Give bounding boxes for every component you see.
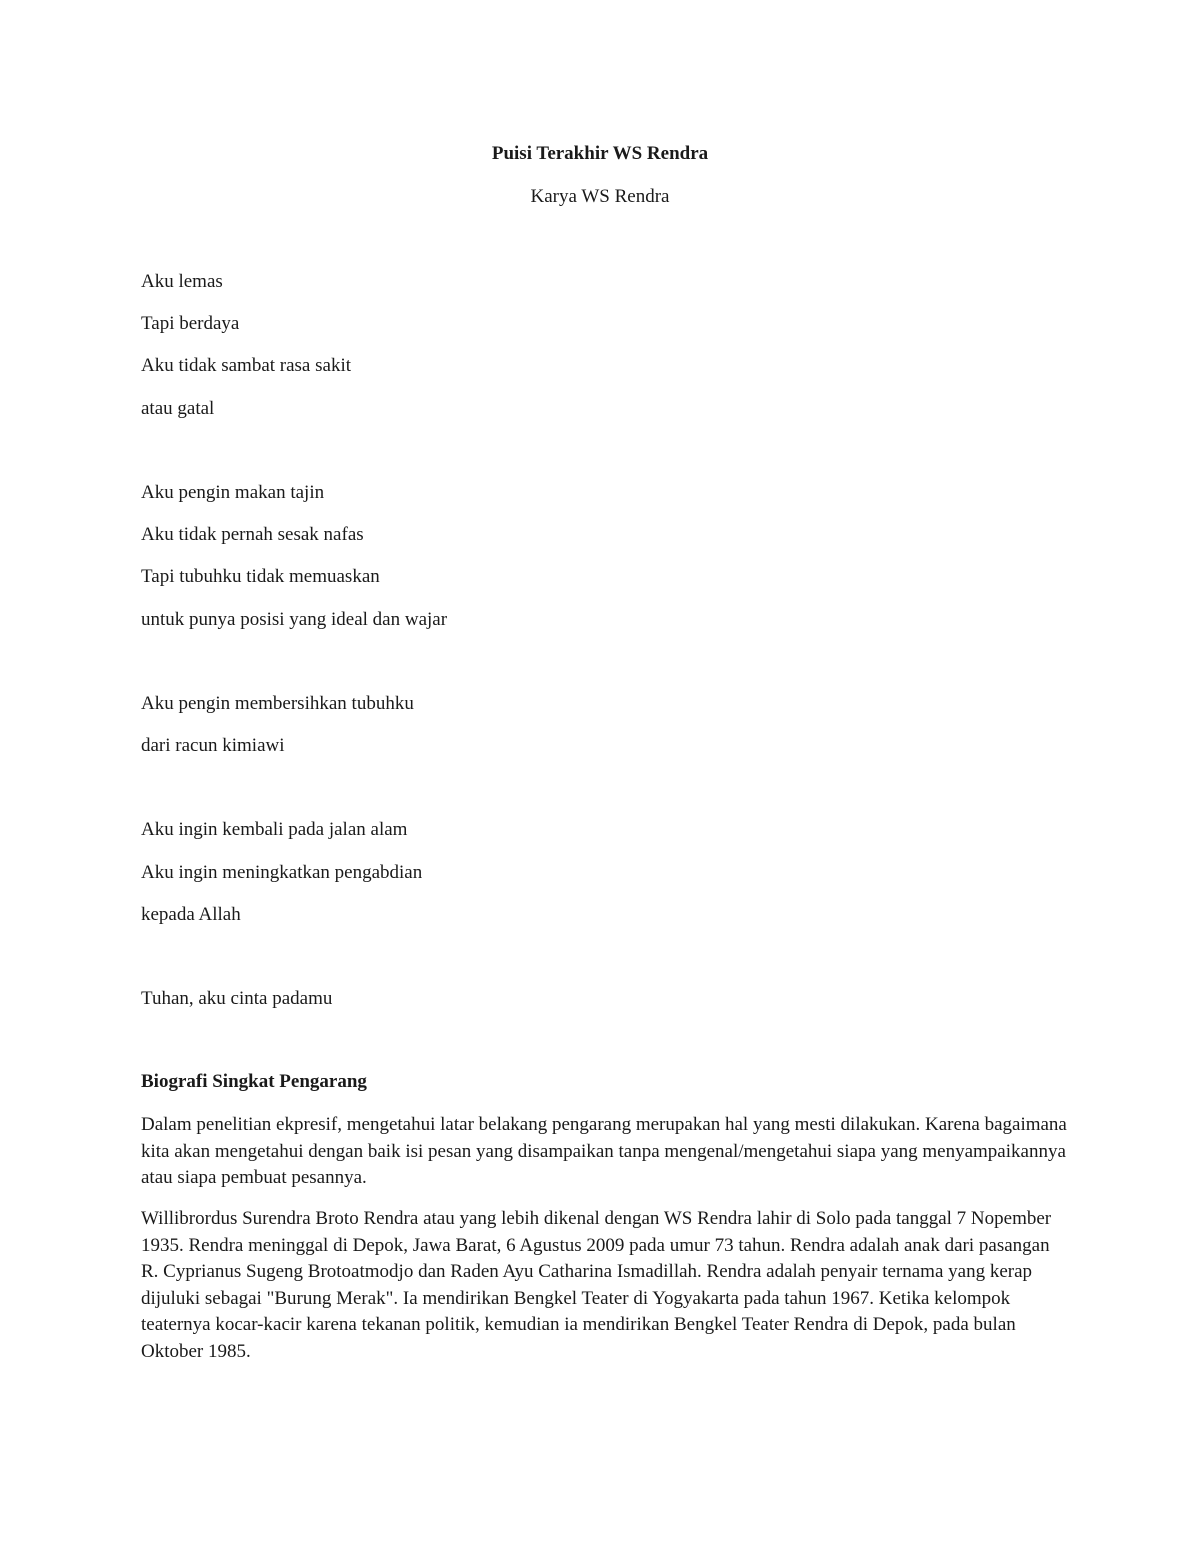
poem-line: dari racun kimiawi (141, 735, 285, 757)
biography-paragraph: Dalam penelitian ekpresif, mengetahui latar belakang pengarang merupakan hal yang mesti dilakukan. Karena bagaimana kita akan mengetahui dengan baik isi pesan yang disampaikan tanpa mengenal/mengetahui siapa yang menyampaikannya atau siapa pembuat pesannya. (141, 1114, 1067, 1189)
biography-heading: Biografi Singkat Pengarang (141, 1071, 367, 1092)
poem-line: Aku tidak pernah sesak nafas (141, 524, 364, 546)
poem-line: Tapi berdaya (141, 313, 240, 335)
stanza-gap (141, 438, 1041, 480)
poem-line: Tapi tubuhku tidak memuaskan (141, 566, 380, 588)
poem-line: kepada Allah (141, 903, 241, 925)
poem-line: Tuhan, aku cinta padamu (141, 988, 333, 1010)
poem-body (141, 269, 1041, 1028)
poem-line: Aku lemas (141, 271, 223, 292)
poem-line: atau gatal (141, 397, 215, 419)
poem-line: Aku tidak sambat rasa sakit (141, 355, 352, 377)
poem-author: Karya WS Rendra (530, 186, 670, 207)
stanza-gap (141, 649, 1041, 691)
biography-paragraph: Willibrordus Surendra Broto Rendra atau yang lebih dikenal dengan WS Rendra lahir di Solo pada tanggal 7 Nopember 1935. Rendra meninggal di Depok, Jawa Barat, 6 Agustus 2009 pada umur 73 tahun. Rendra adalah anak dari pasangan R. Cyprianus Sugeng Brotoatmodjo dan Raden Ayu Catharina Ismadillah. Rendra adalah penyair ternama yang kerap dijuluki sebagai "Burung Merak". Ia mendirikan Bengkel Teater di Yogyakarta pada tahun 1967. Ketika kelompok teaternya kocar-kacir karena tekanan politik, kemudian ia mendirikan Bengkel Teater Rendra di Depok, pada bulan Oktober 1985. (141, 1208, 1052, 1362)
poem-line: Aku ingin kembali pada jalan alam (141, 819, 408, 841)
stanza-gap (141, 775, 1041, 817)
stanza-gap (141, 944, 1041, 986)
poem-title: Puisi Terakhir WS Rendra (491, 143, 709, 164)
poem-line: Aku pengin makan tajin (141, 481, 325, 503)
poem-line: Aku pengin membersihkan tubuhku (141, 692, 414, 714)
poem-line: Aku ingin meningkatkan pengabdian (141, 861, 423, 883)
poem-line: untuk punya posisi yang ideal dan wajar (141, 608, 448, 630)
